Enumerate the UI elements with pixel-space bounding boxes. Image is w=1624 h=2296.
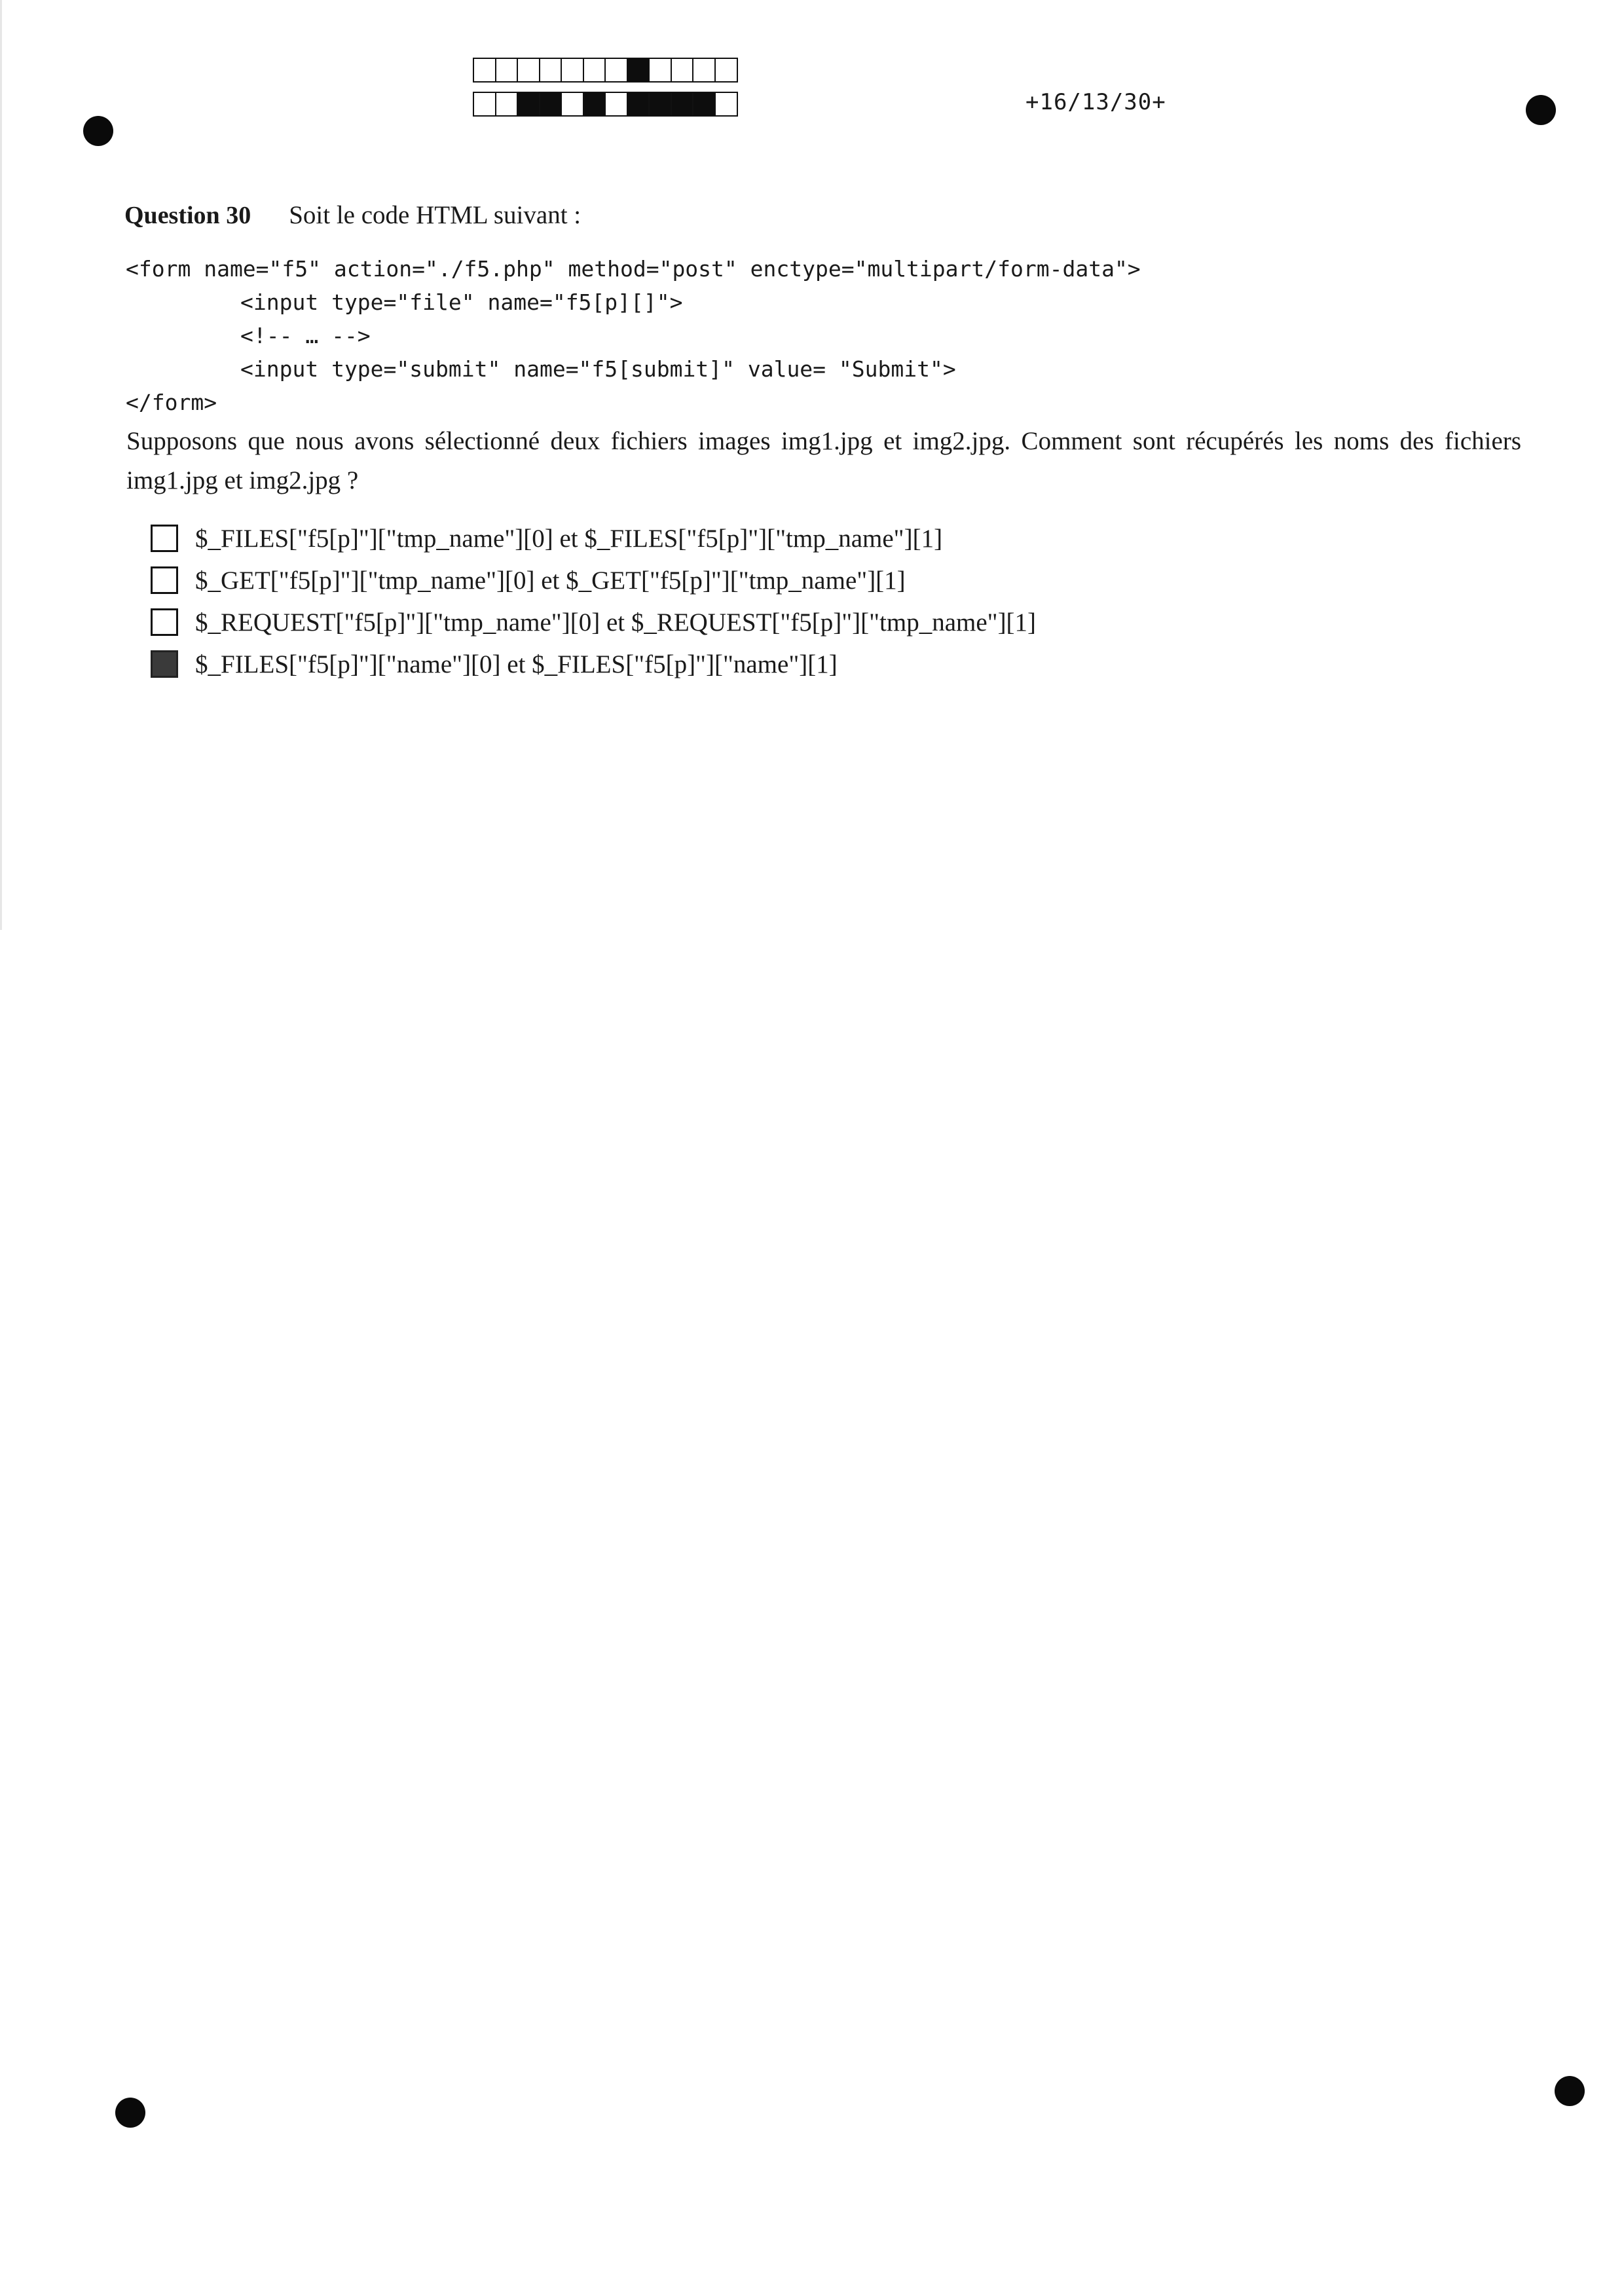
barcode-row-2 [473,92,736,117]
answer-text: $_REQUEST["f5[p]"]["tmp_name"][0] et $_REQUEST["f5[p]"]["tmp_name"][1] [195,608,1037,637]
answer-checkbox[interactable] [151,566,178,594]
barcode-cell [517,92,540,117]
barcode-cell [648,58,672,83]
registration-mark-top-right [1526,95,1556,125]
question-header [124,200,581,230]
barcode-cell [583,92,606,117]
registration-mark-bottom-left [115,2098,145,2128]
answer-option[interactable] [151,643,1036,685]
barcode-cell [539,92,563,117]
registration-mark-bottom-right [1555,2076,1585,2106]
barcode-cell [495,58,519,83]
barcode-cell [692,92,716,117]
code-line: <input type="submit" name="f5[submit]" value= "Submit"> [240,356,956,382]
barcode-row-1 [473,58,736,83]
barcode-cell [473,92,496,117]
page-identifier: +16/13/30+ [1025,89,1166,115]
code-snippet [126,252,1141,419]
barcode-cell [648,92,672,117]
barcode-cell [473,58,496,83]
question-intro: Soit le code HTML suivant : [289,201,581,229]
barcode-cell [604,58,628,83]
barcode-cell [495,92,519,117]
barcode-cell [692,58,716,83]
registration-mark-top-left [83,116,113,146]
barcode-cell [517,58,540,83]
barcode-cell [671,58,694,83]
barcode-cell [627,58,650,83]
answer-list [151,517,1036,685]
code-line: <!-- … --> [240,323,371,348]
page-edge [0,0,2,930]
answer-checkbox[interactable] [151,650,178,678]
barcode-cell [671,92,694,117]
answer-checkbox[interactable] [151,608,178,636]
code-line: <input type="file" name="f5[p][]"> [240,289,683,315]
question-number: Question 30 [124,202,251,229]
answer-option[interactable] [151,601,1036,643]
barcode-cell [714,92,738,117]
answer-text: $_FILES["f5[p]"]["name"][0] et $_FILES["f5[p]"]["name"][1] [195,650,838,678]
question-text: Supposons que nous avons sélectionné deux fichiers images img1.jpg et img2.jpg. Comment sont récupérés les noms des fichiers img1.jpg et img2.jpg ? [126,427,1521,494]
barcode-cell [561,58,584,83]
answer-text: $_GET["f5[p]"]["tmp_name"][0] et $_GET["f5[p]"]["tmp_name"][1] [195,566,906,595]
barcode-cell [561,92,584,117]
barcode-cell [604,92,628,117]
barcode-cell [627,92,650,117]
answer-text: $_FILES["f5[p]"]["tmp_name"][0] et $_FILES["f5[p]"]["tmp_name"][1] [195,524,943,553]
barcode-cell [539,58,563,83]
code-line: </form> [126,390,217,415]
barcode-cell [583,58,606,83]
barcode-cell [714,58,738,83]
answer-option[interactable] [151,559,1036,601]
code-line: <form name="f5" action="./f5.php" method="post" enctype="multipart/form-data"> [126,256,1141,282]
answer-option[interactable] [151,517,1036,559]
answer-checkbox[interactable] [151,525,178,552]
